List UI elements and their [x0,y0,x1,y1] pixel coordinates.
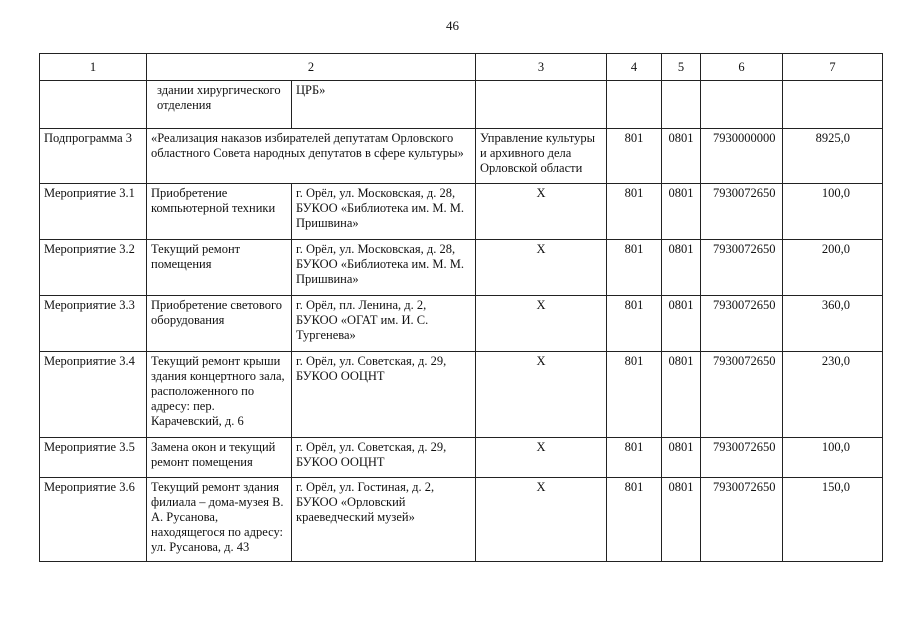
subprogram-c6: 7930000000 [701,129,783,184]
cont-col1 [40,81,147,129]
subprogram-title: «Реализация наказов избирателей депутатам Орловского областного Совета народных депутатов в сфере культуры» [147,129,476,184]
cont-col4 [607,81,662,129]
row-c6: 7930072650 [701,240,783,296]
row-c7: 360,0 [783,296,883,352]
row-c4: 801 [607,438,662,478]
row-event: Текущий ремонт здания филиала – дома-музея В. А. Русанова, находящегося по адресу: ул. Русанова, д. 43 [147,478,292,562]
row-name: Мероприятие 3.6 [40,478,147,562]
subprogram-name: Подпрограмма 3 [40,129,147,184]
row-address: г. Орёл, ул. Советская, д. 29, БУКОО ООЦНТ [292,352,476,438]
row-name: Мероприятие 3.5 [40,438,147,478]
subprogram-row [40,129,883,184]
row-c6: 7930072650 [701,184,783,240]
header-cell-5: 5 [662,54,701,81]
row-c4: 801 [607,184,662,240]
row-c3: X [476,352,607,438]
row-c5: 0801 [662,478,701,562]
page-number: 46 [446,18,459,33]
program-table [39,53,883,562]
row-c5: 0801 [662,240,701,296]
table-row [40,352,883,438]
row-event: Замена окон и текущий ремонт помещения [147,438,292,478]
continuation-row [40,81,883,129]
row-c3: X [476,438,607,478]
row-c5: 0801 [662,184,701,240]
subprogram-c4: 801 [607,129,662,184]
row-c5: 0801 [662,296,701,352]
cont-col7 [783,81,883,129]
header-cell-2: 2 [147,54,476,81]
subprogram-executor: Управление культуры и архивного дела Орловской области [476,129,607,184]
row-event: Текущий ремонт помещения [147,240,292,296]
table-row [40,478,883,562]
header-cell-3: 3 [476,54,607,81]
row-c7: 230,0 [783,352,883,438]
header-cell-7: 7 [783,54,883,81]
table-row [40,438,883,478]
row-c4: 801 [607,296,662,352]
row-c4: 801 [607,478,662,562]
row-event: Приобретение компьютерной техники [147,184,292,240]
row-name: Мероприятие 3.3 [40,296,147,352]
header-cell-6: 6 [701,54,783,81]
header-cell-1: 1 [40,54,147,81]
row-c6: 7930072650 [701,352,783,438]
table-row [40,184,883,240]
row-name: Мероприятие 3.4 [40,352,147,438]
row-c7: 100,0 [783,184,883,240]
row-address: г. Орёл, ул. Советская, д. 29, БУКОО ООЦНТ [292,438,476,478]
row-event: Текущий ремонт крыши здания концертного зала, расположенного по адресу: пер. Карачевский, д. 6 [147,352,292,438]
cont-col6 [701,81,783,129]
row-c5: 0801 [662,438,701,478]
table-row [40,296,883,352]
subprogram-c7: 8925,0 [783,129,883,184]
row-c6: 7930072650 [701,438,783,478]
header-cell-4: 4 [607,54,662,81]
row-c7: 150,0 [783,478,883,562]
row-c3: X [476,296,607,352]
cont-col3 [476,81,607,129]
table-row [40,240,883,296]
row-c3: X [476,184,607,240]
row-c6: 7930072650 [701,296,783,352]
row-event: Приобретение светового оборудования [147,296,292,352]
row-address: г. Орёл, ул. Московская, д. 28, БУКОО «Библиотека им. М. М. Пришвина» [292,240,476,296]
row-c3: X [476,240,607,296]
row-c7: 100,0 [783,438,883,478]
row-address: г. Орёл, ул. Московская, д. 28, БУКОО «Библиотека им. М. М. Пришвина» [292,184,476,240]
cont-col5 [662,81,701,129]
row-name: Мероприятие 3.2 [40,240,147,296]
row-c6: 7930072650 [701,478,783,562]
row-c4: 801 [607,240,662,296]
row-c7: 200,0 [783,240,883,296]
row-c3: X [476,478,607,562]
row-c5: 0801 [662,352,701,438]
row-address: г. Орёл, ул. Гостиная, д. 2, БУКОО «Орловский краеведческий музей» [292,478,476,562]
cont-col2a: здании хирургического отделения [147,81,292,129]
row-address: г. Орёл, пл. Ленина, д. 2, БУКОО «ОГАТ им. И. С. Тургенева» [292,296,476,352]
header-row [40,54,883,81]
row-c4: 801 [607,352,662,438]
cont-col2b: ЦРБ» [292,81,476,129]
subprogram-c5: 0801 [662,129,701,184]
row-name: Мероприятие 3.1 [40,184,147,240]
